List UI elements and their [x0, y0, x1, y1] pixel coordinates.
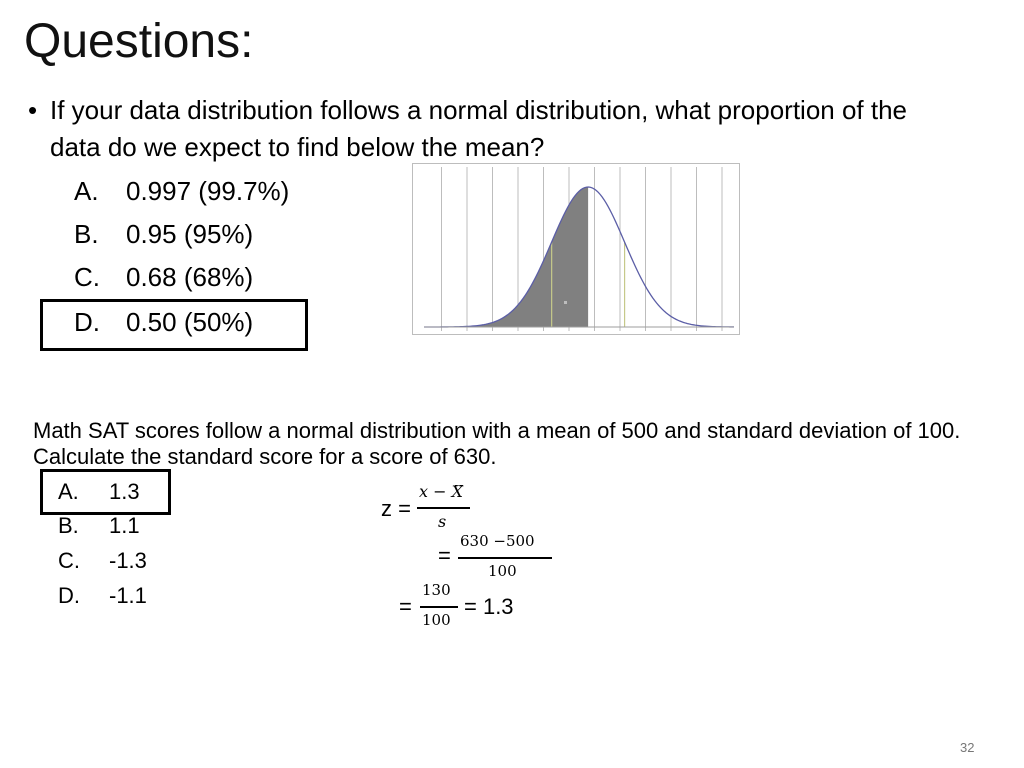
option-value: -1.1 — [109, 583, 147, 608]
question-2-text: Math SAT scores follow a normal distribution with a mean of 500 and standard deviation of 100. Calculate the standard score for a score of 630. — [33, 418, 961, 469]
bullet-icon: • — [28, 95, 38, 125]
option-value: 1.1 — [109, 513, 140, 538]
equals-sign: = — [399, 594, 412, 619]
slide-title: Questions: — [24, 15, 254, 68]
result-numerator: 130 — [422, 581, 451, 599]
option-letter: A. — [74, 176, 99, 206]
option-value: 0.997 (99.7%) — [126, 176, 290, 206]
option-value: 0.95 (95%) — [126, 219, 254, 249]
option-letter: B. — [74, 219, 99, 249]
z-label: z = — [381, 496, 411, 521]
option-letter: C. — [74, 262, 100, 292]
substitution-fraction-bar — [458, 557, 552, 559]
result-denominator: 100 — [422, 611, 451, 629]
q1-answer-highlight-box — [40, 299, 308, 351]
option-letter: A. — [58, 479, 79, 504]
marker-dot — [564, 301, 567, 304]
formula-fraction-bar — [417, 507, 470, 509]
substitution-denominator: 100 — [488, 562, 517, 580]
option-value: 0.50 (50%) — [126, 307, 254, 337]
result-fraction-bar — [420, 606, 458, 608]
normal-curve-figure — [412, 163, 740, 335]
q2-answer-highlight-box — [40, 469, 171, 515]
option-letter: C. — [58, 548, 80, 573]
option-value: 1.3 — [109, 479, 140, 504]
substitution-numerator: 630 −500 — [460, 532, 535, 550]
formula-numerator: 𝑥 − 𝑋̅ — [419, 482, 463, 501]
equals-sign: = — [438, 543, 451, 568]
formula-denominator: 𝑠 — [438, 512, 447, 531]
option-letter: D. — [74, 307, 100, 337]
option-value: 0.68 (68%) — [126, 262, 254, 292]
option-letter: D. — [58, 583, 80, 608]
result-value: = 1.3 — [464, 594, 514, 619]
option-value: -1.3 — [109, 548, 147, 573]
page-number: 32 — [960, 740, 975, 755]
question-1-text: If your data distribution follows a normal distribution, what proportion of the data do we expect to find below the mean? — [50, 95, 908, 162]
option-letter: B. — [58, 513, 79, 538]
